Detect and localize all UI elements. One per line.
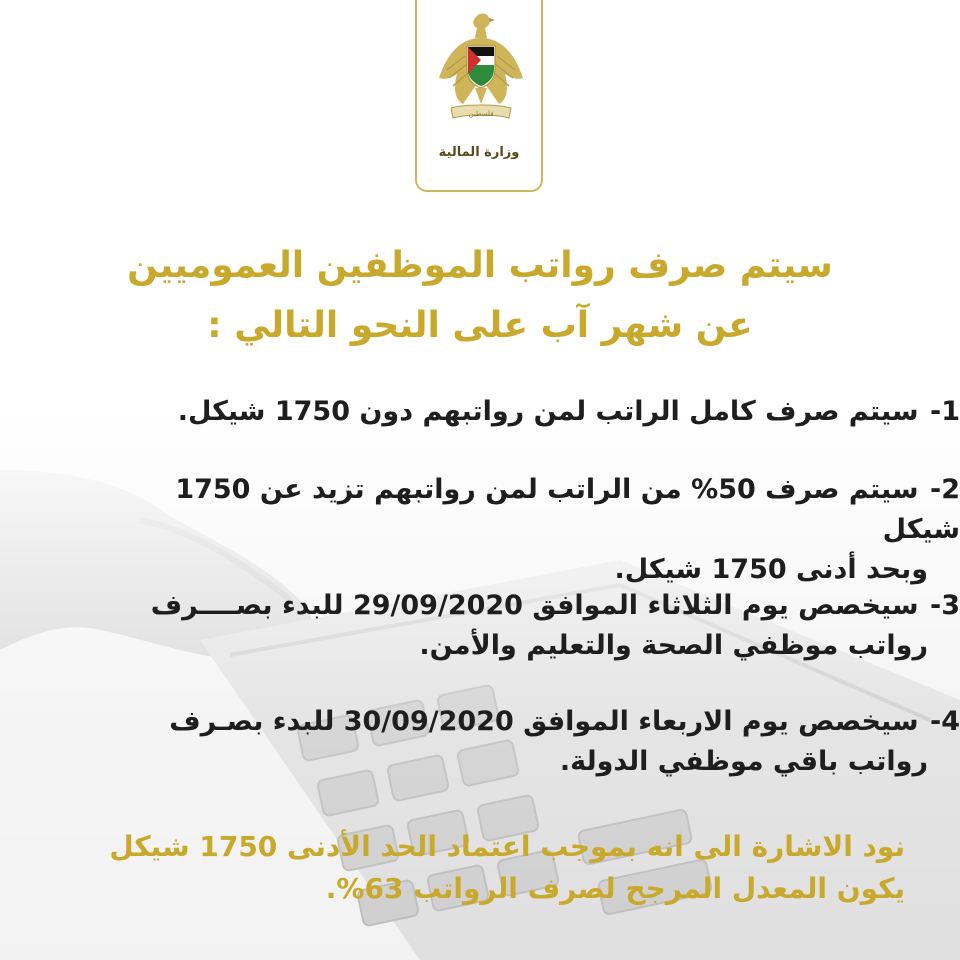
footnote xyxy=(45,826,905,910)
list-item xyxy=(115,586,960,666)
footnote-line-1: نود الاشارة الى انه بموجب اعتماد الحد الأدنى 1750 شيكل xyxy=(109,830,905,863)
ministry-badge xyxy=(415,0,543,192)
emblem-caption: فلسطين xyxy=(468,110,494,118)
item-text-line-1: سيخصص يوم الثلاثاء الموافق 29/09/2020 للبدء بصــــرف xyxy=(150,590,919,621)
item-text-line-2: رواتب موظفي الصحة والتعليم والأمن. xyxy=(419,630,928,661)
item-text-line-2: وبحد أدنى 1750 شيكل. xyxy=(614,554,928,585)
item-text-line-1: سيتم صرف كامل الراتب لمن رواتبهم دون 1750 شيكل. xyxy=(177,396,919,427)
palestine-eagle-emblem-icon xyxy=(435,8,527,126)
list-item xyxy=(115,702,960,782)
list-item xyxy=(115,392,960,432)
item-number: 4- xyxy=(929,706,960,737)
title-line-2: عن شهر آب على النحو التالي : xyxy=(207,305,753,346)
title-line-1: سيتم صرف رواتب الموظفين العموميين xyxy=(127,245,833,286)
item-number: 2- xyxy=(929,474,960,505)
footnote-line-2: يكون المعدل المرجح لصرف الرواتب 63%. xyxy=(325,872,905,905)
list-item xyxy=(115,470,960,590)
item-text-line-2: رواتب باقي موظفي الدولة. xyxy=(559,746,928,777)
item-text-line-1: سيتم صرف 50% من الراتب لمن رواتبهم تزيد عن 1750 شيكل xyxy=(175,474,960,545)
item-number: 1- xyxy=(929,396,960,427)
item-number: 3- xyxy=(929,590,960,621)
ministry-name: وزارة المالية xyxy=(438,145,520,160)
item-text-line-1: سيخصص يوم الاربعاء الموافق 30/09/2020 للبدء بصـرف xyxy=(169,706,919,737)
